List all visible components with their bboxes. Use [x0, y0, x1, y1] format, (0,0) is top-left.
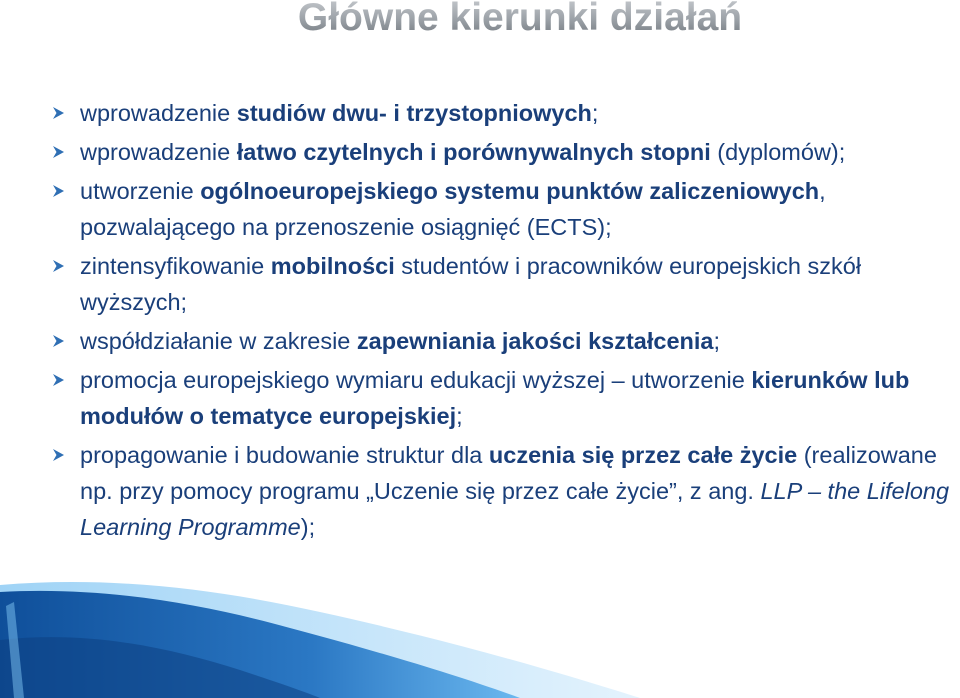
bullet-text-segment: łatwo czytelnych i porównywalnych stopni: [236, 139, 711, 165]
bullet-text-segment: zintensyfikowanie: [80, 253, 271, 279]
bullet-text-segment: );: [300, 514, 316, 540]
bullet-text-segment: wprowadzenie: [80, 139, 237, 165]
bullet-text-segment: zapewniania jakości kształcenia: [356, 328, 714, 354]
bullet-text-segment: promocja europejskiego wymiaru edukacji wyższej – utworzenie: [80, 367, 752, 393]
bullet-item: [50, 323, 956, 359]
bullet-item: [50, 362, 956, 434]
bullet-text-segment: kierunków lub modułów o tematyce europejskiej: [80, 367, 910, 429]
bullet-text-segment: mobilności: [270, 253, 395, 279]
bullet-item: [50, 437, 956, 545]
bullet-item: [50, 95, 956, 131]
arrow-bullet-icon: [52, 259, 65, 273]
bullet-text-segment: ;: [456, 403, 463, 429]
arrow-bullet-icon: [52, 184, 65, 198]
slide-title: Główne kierunki działań: [298, 0, 742, 40]
arrow-bullet-icon: [52, 448, 65, 462]
bullet-text-segment: propagowanie i budowanie struktur dla: [80, 442, 489, 468]
bullet-text-segment: uczenia się przez całe życie: [488, 442, 798, 468]
bullet-item: [50, 173, 956, 245]
bullet-text-segment: utworzenie: [80, 178, 201, 204]
slide-title-container: [0, 0, 960, 48]
bullet-text-segment: studiów dwu- i trzystopniowych: [236, 100, 592, 126]
bullet-text-segment: współdziałanie w zakresie: [80, 328, 357, 354]
arrow-bullet-icon: [52, 373, 65, 387]
bullet-list: [50, 95, 956, 548]
bullet-text-segment: ;: [591, 100, 599, 126]
arrow-bullet-icon: [52, 106, 65, 120]
bullet-text-segment: ogólnoeuropejskiego systemu punktów zaliczeniowych: [200, 178, 820, 204]
bullet-item: [50, 248, 956, 320]
bullet-item: [50, 134, 956, 170]
bullet-text-segment: (realizowane np. przy pomocy programu „Uczenie się przez całe życie”, z ang.: [80, 442, 937, 504]
bullet-text-segment: LLP – the Lifelong Learning Programme: [80, 478, 950, 540]
arrow-bullet-icon: [52, 334, 65, 348]
bullet-text-segment: , pozwalającego na przenoszenie osiągnięć (ECTS);: [80, 178, 826, 240]
arrow-bullet-icon: [52, 145, 65, 159]
bullet-text-segment: ;: [713, 328, 721, 354]
bullet-text-segment: (dyplomów);: [710, 139, 846, 165]
bullet-text-segment: studentów i pracowników europejskich szkół wyższych;: [80, 253, 862, 315]
bullet-text-segment: wprowadzenie: [80, 100, 237, 126]
